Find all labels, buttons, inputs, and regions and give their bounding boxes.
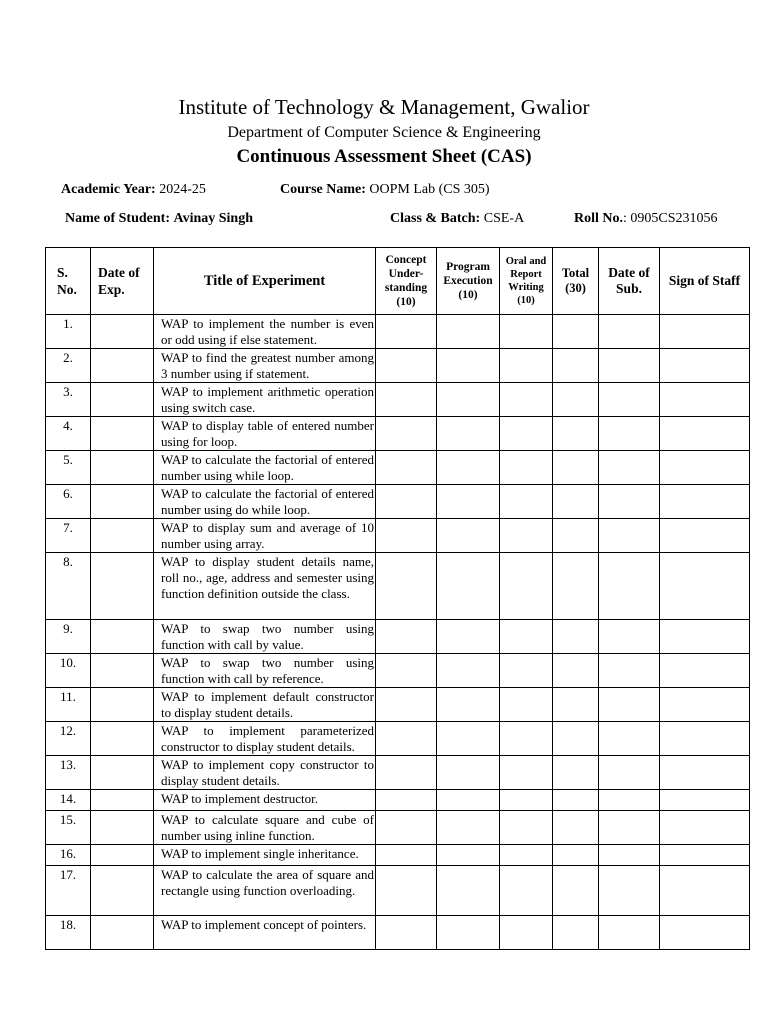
program-cell [437, 722, 500, 756]
row-number: 11. [46, 688, 91, 722]
table-row [46, 383, 750, 417]
date-of-sub-cell [599, 756, 660, 790]
sign-cell [660, 722, 750, 756]
experiment-title: WAP to calculate the factorial of entered number using while loop. [154, 451, 376, 485]
date-of-sub-cell [599, 349, 660, 383]
sign-cell [660, 790, 750, 811]
total-cell [553, 811, 599, 845]
table-row [46, 451, 750, 485]
table-row [46, 756, 750, 790]
oral-cell [500, 553, 553, 620]
row-number: 13. [46, 756, 91, 790]
oral-cell [500, 315, 553, 349]
experiment-title: WAP to calculate square and cube of number using inline function. [154, 811, 376, 845]
table-row [46, 654, 750, 688]
oral-cell [500, 916, 553, 950]
date-of-exp-cell [91, 811, 154, 845]
date-of-sub-cell [599, 417, 660, 451]
program-cell [437, 916, 500, 950]
oral-cell [500, 383, 553, 417]
date-of-exp-cell [91, 383, 154, 417]
header-oral: Oral and Report Writing (10) [500, 248, 553, 315]
header-total: Total (30) [553, 248, 599, 315]
experiment-title: WAP to calculate the area of square and rectangle using function overloading. [154, 866, 376, 916]
student-name-value: Avinay Singh [173, 211, 253, 226]
concept-cell [376, 654, 437, 688]
date-of-exp-cell [91, 620, 154, 654]
date-of-exp-cell [91, 866, 154, 916]
experiment-title: WAP to find the greatest number among 3 number using if statement. [154, 349, 376, 383]
concept-cell [376, 756, 437, 790]
program-cell [437, 811, 500, 845]
total-cell [553, 916, 599, 950]
table-row [46, 417, 750, 451]
table-row [46, 620, 750, 654]
date-of-sub-cell [599, 315, 660, 349]
program-cell [437, 756, 500, 790]
class-batch [390, 211, 524, 227]
concept-cell [376, 485, 437, 519]
row-number: 5. [46, 451, 91, 485]
experiment-title: WAP to implement copy constructor to display student details. [154, 756, 376, 790]
concept-cell [376, 790, 437, 811]
table-row [46, 790, 750, 811]
sign-cell [660, 349, 750, 383]
table-row [46, 722, 750, 756]
row-number: 3. [46, 383, 91, 417]
student-name [65, 211, 253, 227]
table-row [46, 845, 750, 866]
sign-cell [660, 315, 750, 349]
total-cell [553, 620, 599, 654]
table-row [46, 519, 750, 553]
department-name: Department of Computer Science & Engineering [227, 124, 541, 141]
date-of-sub-cell [599, 688, 660, 722]
date-of-sub-cell [599, 654, 660, 688]
date-of-exp-cell [91, 315, 154, 349]
sign-cell [660, 811, 750, 845]
experiment-title: WAP to implement single inheritance. [154, 845, 376, 866]
academic-year [61, 182, 206, 198]
date-of-sub-cell [599, 553, 660, 620]
concept-cell [376, 620, 437, 654]
program-cell [437, 553, 500, 620]
total-cell [553, 485, 599, 519]
table-row [46, 553, 750, 620]
total-cell [553, 654, 599, 688]
sign-cell [660, 383, 750, 417]
header-date-sub: Date of Sub. [599, 248, 660, 315]
table-row [46, 485, 750, 519]
date-of-exp-cell [91, 654, 154, 688]
concept-cell [376, 315, 437, 349]
total-cell [553, 383, 599, 417]
sign-cell [660, 620, 750, 654]
experiment-title: WAP to swap two number using function with call by value. [154, 620, 376, 654]
concept-cell [376, 866, 437, 916]
oral-cell [500, 790, 553, 811]
total-cell [553, 451, 599, 485]
sign-cell [660, 519, 750, 553]
concept-cell [376, 451, 437, 485]
table-row [46, 315, 750, 349]
program-cell [437, 866, 500, 916]
sign-cell [660, 485, 750, 519]
roll-number-label: Roll No. [574, 211, 623, 226]
header-date-exp: Date of Exp. [91, 248, 154, 315]
experiment-title: WAP to display student details name, roll no., age, address and semester using function definition outside the class. [154, 553, 376, 620]
program-cell [437, 688, 500, 722]
oral-cell [500, 756, 553, 790]
row-number: 6. [46, 485, 91, 519]
program-cell [437, 845, 500, 866]
experiment-title: WAP to implement default constructor to display student details. [154, 688, 376, 722]
oral-cell [500, 688, 553, 722]
date-of-exp-cell [91, 722, 154, 756]
date-of-exp-cell [91, 845, 154, 866]
sign-cell [660, 916, 750, 950]
experiment-title: WAP to implement destructor. [154, 790, 376, 811]
experiment-title: WAP to implement concept of pointers. [154, 916, 376, 950]
table-row [46, 688, 750, 722]
oral-cell [500, 519, 553, 553]
program-cell [437, 654, 500, 688]
experiment-title: WAP to implement the number is even or odd using if else statement. [154, 315, 376, 349]
row-number: 2. [46, 349, 91, 383]
total-cell [553, 756, 599, 790]
program-cell [437, 620, 500, 654]
program-cell [437, 451, 500, 485]
date-of-exp-cell [91, 417, 154, 451]
course-name-label: Course Name: [280, 182, 366, 197]
row-number: 1. [46, 315, 91, 349]
total-cell [553, 688, 599, 722]
total-cell [553, 553, 599, 620]
oral-cell [500, 485, 553, 519]
date-of-exp-cell [91, 553, 154, 620]
table-row [46, 349, 750, 383]
date-of-sub-cell [599, 866, 660, 916]
total-cell [553, 722, 599, 756]
concept-cell [376, 349, 437, 383]
sign-cell [660, 756, 750, 790]
date-of-sub-cell [599, 383, 660, 417]
sign-cell [660, 553, 750, 620]
table-row [46, 866, 750, 916]
sign-cell [660, 688, 750, 722]
experiment-title: WAP to display sum and average of 10 number using array. [154, 519, 376, 553]
oral-cell [500, 417, 553, 451]
total-cell [553, 519, 599, 553]
date-of-sub-cell [599, 845, 660, 866]
date-of-exp-cell [91, 451, 154, 485]
row-number: 14. [46, 790, 91, 811]
total-cell [553, 349, 599, 383]
date-of-exp-cell [91, 688, 154, 722]
roll-number [574, 211, 718, 227]
oral-cell [500, 866, 553, 916]
program-cell [437, 315, 500, 349]
oral-cell [500, 811, 553, 845]
course-name-value: OOPM Lab (CS 305) [369, 182, 490, 197]
oral-cell [500, 620, 553, 654]
date-of-sub-cell [599, 722, 660, 756]
date-of-exp-cell [91, 519, 154, 553]
table-row [46, 916, 750, 950]
sheet-title: Continuous Assessment Sheet (CAS) [236, 146, 532, 167]
date-of-exp-cell [91, 349, 154, 383]
row-number: 8. [46, 553, 91, 620]
row-number: 9. [46, 620, 91, 654]
header-title: Title of Experiment [154, 248, 376, 315]
header-concept: Concept Under- standing (10) [376, 248, 437, 315]
oral-cell [500, 451, 553, 485]
total-cell [553, 417, 599, 451]
institute-name: Institute of Technology & Management, Gwalior [178, 95, 590, 119]
date-of-sub-cell [599, 620, 660, 654]
table-header-row [46, 248, 750, 315]
date-of-exp-cell [91, 916, 154, 950]
date-of-sub-cell [599, 451, 660, 485]
program-cell [437, 790, 500, 811]
sign-cell [660, 866, 750, 916]
sign-cell [660, 845, 750, 866]
concept-cell [376, 688, 437, 722]
row-number: 12. [46, 722, 91, 756]
concept-cell [376, 417, 437, 451]
row-number: 17. [46, 866, 91, 916]
total-cell [553, 315, 599, 349]
table-row [46, 811, 750, 845]
program-cell [437, 519, 500, 553]
sign-cell [660, 451, 750, 485]
date-of-sub-cell [599, 485, 660, 519]
program-cell [437, 417, 500, 451]
date-of-sub-cell [599, 519, 660, 553]
academic-year-label: Academic Year: [61, 182, 156, 197]
oral-cell [500, 654, 553, 688]
concept-cell [376, 811, 437, 845]
date-of-exp-cell [91, 756, 154, 790]
experiment-title: WAP to implement arithmetic operation using switch case. [154, 383, 376, 417]
concept-cell [376, 553, 437, 620]
assessment-table [45, 247, 750, 950]
concept-cell [376, 916, 437, 950]
experiment-title: WAP to implement parameterized constructor to display student details. [154, 722, 376, 756]
row-number: 18. [46, 916, 91, 950]
program-cell [437, 349, 500, 383]
sign-cell [660, 417, 750, 451]
total-cell [553, 866, 599, 916]
header-sno: S. No. [46, 248, 91, 315]
class-batch-label: Class & Batch: [390, 211, 481, 226]
row-number: 15. [46, 811, 91, 845]
total-cell [553, 845, 599, 866]
class-batch-value: CSE-A [483, 211, 525, 226]
experiment-title: WAP to swap two number using function with call by reference. [154, 654, 376, 688]
experiment-title: WAP to display table of entered number using for loop. [154, 417, 376, 451]
oral-cell [500, 845, 553, 866]
concept-cell [376, 519, 437, 553]
total-cell [553, 790, 599, 811]
row-number: 10. [46, 654, 91, 688]
concept-cell [376, 845, 437, 866]
date-of-sub-cell [599, 916, 660, 950]
date-of-sub-cell [599, 811, 660, 845]
program-cell [437, 485, 500, 519]
row-number: 7. [46, 519, 91, 553]
program-cell [437, 383, 500, 417]
header-program: Program Execution (10) [437, 248, 500, 315]
oral-cell [500, 349, 553, 383]
academic-year-value: 2024-25 [159, 182, 206, 197]
row-number: 4. [46, 417, 91, 451]
date-of-exp-cell [91, 485, 154, 519]
sign-cell [660, 654, 750, 688]
course-name [280, 182, 490, 198]
oral-cell [500, 722, 553, 756]
concept-cell [376, 722, 437, 756]
row-number: 16. [46, 845, 91, 866]
date-of-sub-cell [599, 790, 660, 811]
experiment-title: WAP to calculate the factorial of entered number using do while loop. [154, 485, 376, 519]
student-name-label: Name of Student: [65, 211, 170, 226]
concept-cell [376, 383, 437, 417]
header-sign: Sign of Staff [660, 248, 750, 315]
roll-number-value: : 0905CS231056 [623, 211, 718, 226]
date-of-exp-cell [91, 790, 154, 811]
